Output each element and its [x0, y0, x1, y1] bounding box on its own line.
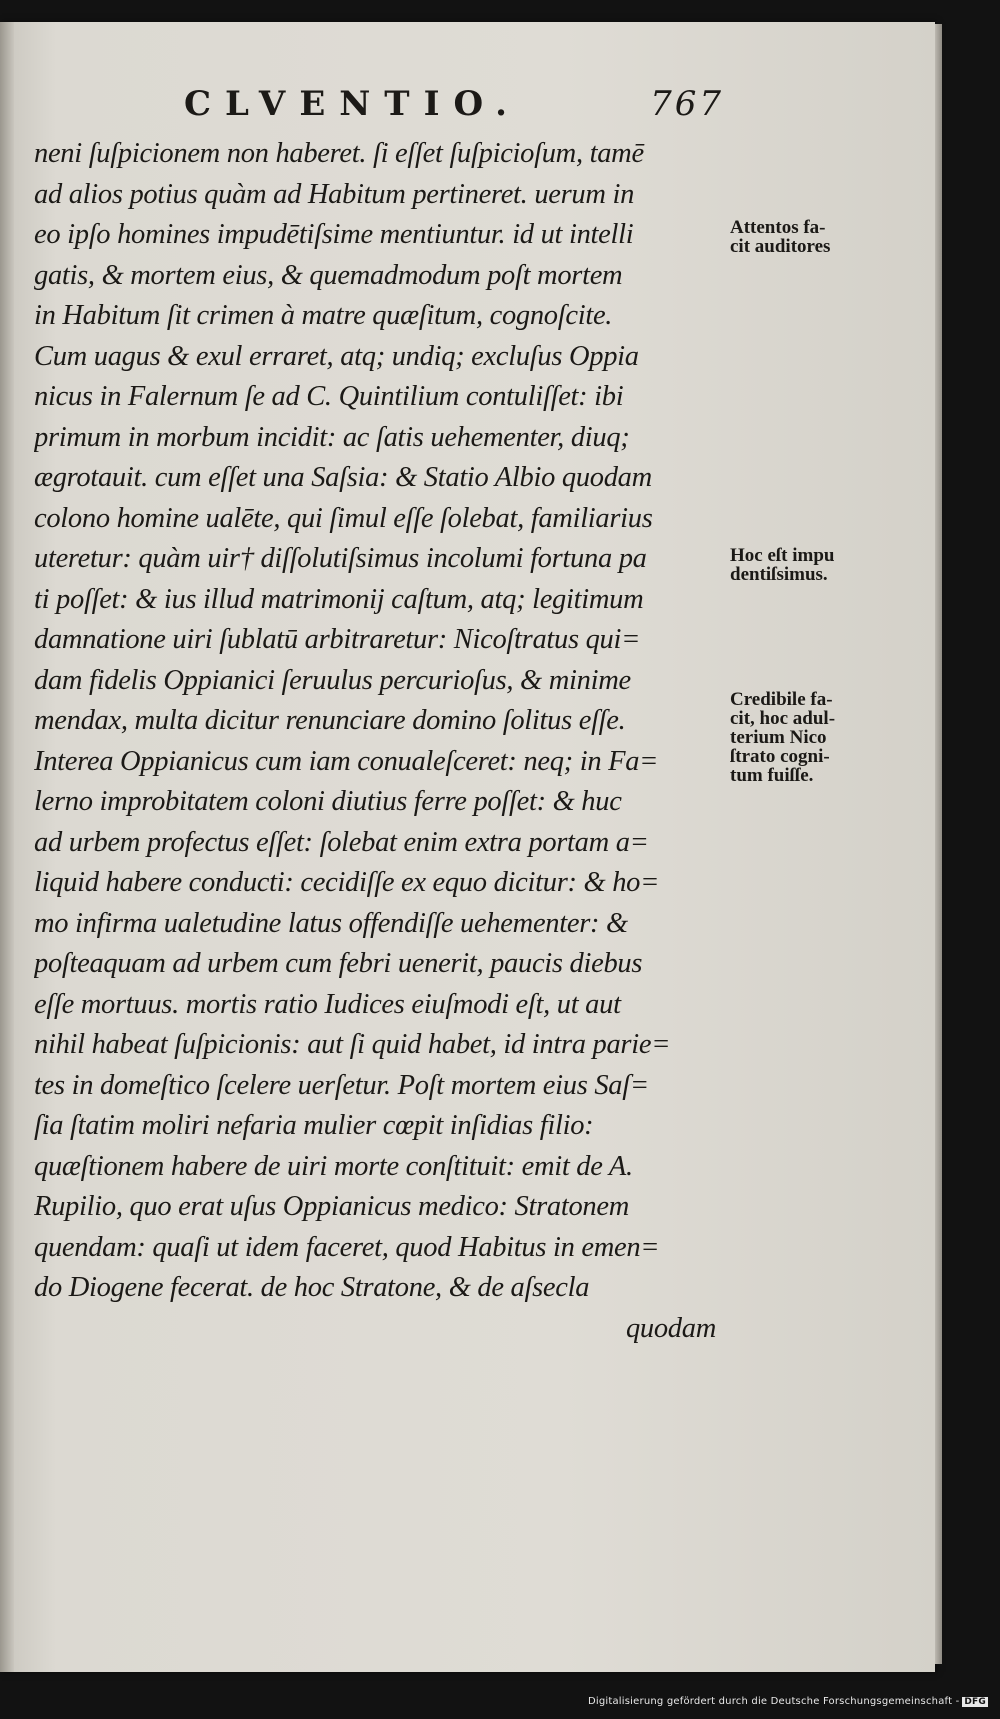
text-line: eſſe mortuus. mortis ratio Iudices eiuſmodi eſt, ut aut [34, 988, 621, 1020]
text-line: mendax, multa dicitur renunciare domino ſolitus eſſe. [34, 705, 626, 736]
body-text [34, 134, 724, 1349]
text-line: nihil habeat ſuſpicionis: aut ſi quid habet, id intra parie= [34, 1029, 671, 1060]
text-line: liquid habere conducti: cecidiſſe ex equo dicitur: & ho= [34, 867, 660, 898]
page-header [184, 62, 724, 124]
text-line: ſia ſtatim moliri nefaria mulier cœpit inſidias filio: [34, 1110, 594, 1141]
margin-note-line: Hoc eſt impu [730, 545, 835, 566]
text-line: do Diogene fecerat. de hoc Stratone, & de aſsecla [34, 1272, 590, 1303]
margin-note-hoc-est [730, 546, 910, 584]
text-line: ti poſſet: & ius illud matrimonij caſtum, atq; legitimum [34, 583, 644, 615]
text-line: lerno improbitatem coloni diutius ferre poſſet: & huc [34, 786, 622, 817]
page-number: 767 [650, 84, 724, 124]
text-line: in Habitum ſit crimen à matre quæſitum, cognoſcite. [34, 300, 613, 331]
margin-note-line: terium Nico [730, 727, 827, 748]
text-line: eo ipſo homines impudētiſsime mentiuntur. id ut intelli [34, 219, 634, 250]
text-line: gatis, & mortem eius, & quemadmodum poſt mortem [34, 259, 623, 291]
text-line: Rupilio, quo erat uſus Oppianicus medico: Stratonem [34, 1191, 630, 1222]
margin-note-line: ſtrato cogni- [730, 746, 830, 767]
margin-note-line: tum fuiſſe. [730, 765, 814, 786]
margin-note-line: dentiſsimus. [730, 564, 828, 585]
text-line: neni ſuſpicionem non haberet. ſi eſſet ſuſpicioſum, tamē [34, 138, 644, 169]
text-line: nicus in Falernum ſe ad C. Quintilium contuliſſet: ibi [34, 381, 624, 412]
text-line: Cum uagus & exul erraret, atq; undiq; excluſus Oppia [34, 340, 639, 372]
text-line: dam fidelis Oppianici ſeruulus percurioſus, & minime [34, 664, 631, 696]
catchword: quodam [625, 1312, 716, 1344]
text-line: colono homine ualēte, qui ſimul eſſe ſolebat, familiarius [34, 502, 653, 534]
dfg-logo-icon: DFG [964, 1697, 986, 1707]
text-line: uteretur: quàm uir† diſſolutiſsimus incolumi fortuna pa [34, 543, 647, 574]
margin-note-line: cit auditores [730, 236, 831, 257]
text-line: poſteaquam ad urbem cum febri uenerit, paucis diebus [34, 948, 643, 979]
text-line: ægrotauit. cum eſſet una Saſsia: & Statio Albio quodam [34, 462, 652, 493]
margin-note-credibile [730, 690, 910, 785]
text-line: ad urbem profectus eſſet: ſolebat enim extra portam a= [34, 826, 649, 858]
text-line: quæſtionem habere de uiri morte conſtituit: emit de A. [34, 1150, 633, 1182]
margin-note-line: cit, hoc adul- [730, 708, 836, 729]
text-line: quendam: quaſi ut idem faceret, quod Habitus in emen= [34, 1231, 660, 1263]
margin-note-attentos [730, 218, 910, 256]
margin-note-line: Credibile fa- [730, 689, 833, 710]
page-edge [935, 24, 942, 1664]
running-head: CLVENTIO. [184, 84, 521, 124]
text-line: mo infirma ualetudine latus offendiſſe uehementer: & [34, 907, 628, 939]
text-line: primum in morbum incidit: ac ſatis uehementer, diuq; [34, 421, 630, 453]
page-gutter [0, 22, 14, 1672]
text-line: ad alios potius quàm ad Habitum pertineret. uerum in [34, 178, 635, 210]
digitization-credit [588, 1696, 988, 1707]
margin-note-line: Attentos fa- [730, 217, 826, 238]
text-line: damnatione uiri ſublatū arbitraretur: Nicoſtratus qui= [34, 624, 641, 655]
text-line: Interea Oppianicus cum iam conualeſceret: neq; in Fa= [34, 745, 659, 777]
text-line: tes in domeſtico ſcelere uerſetur. Poſt mortem eius Saſ= [34, 1069, 649, 1101]
credit-text: Digitalisierung gefördert durch die Deutsche Forschungsgemeinschaft - [587, 1696, 960, 1707]
